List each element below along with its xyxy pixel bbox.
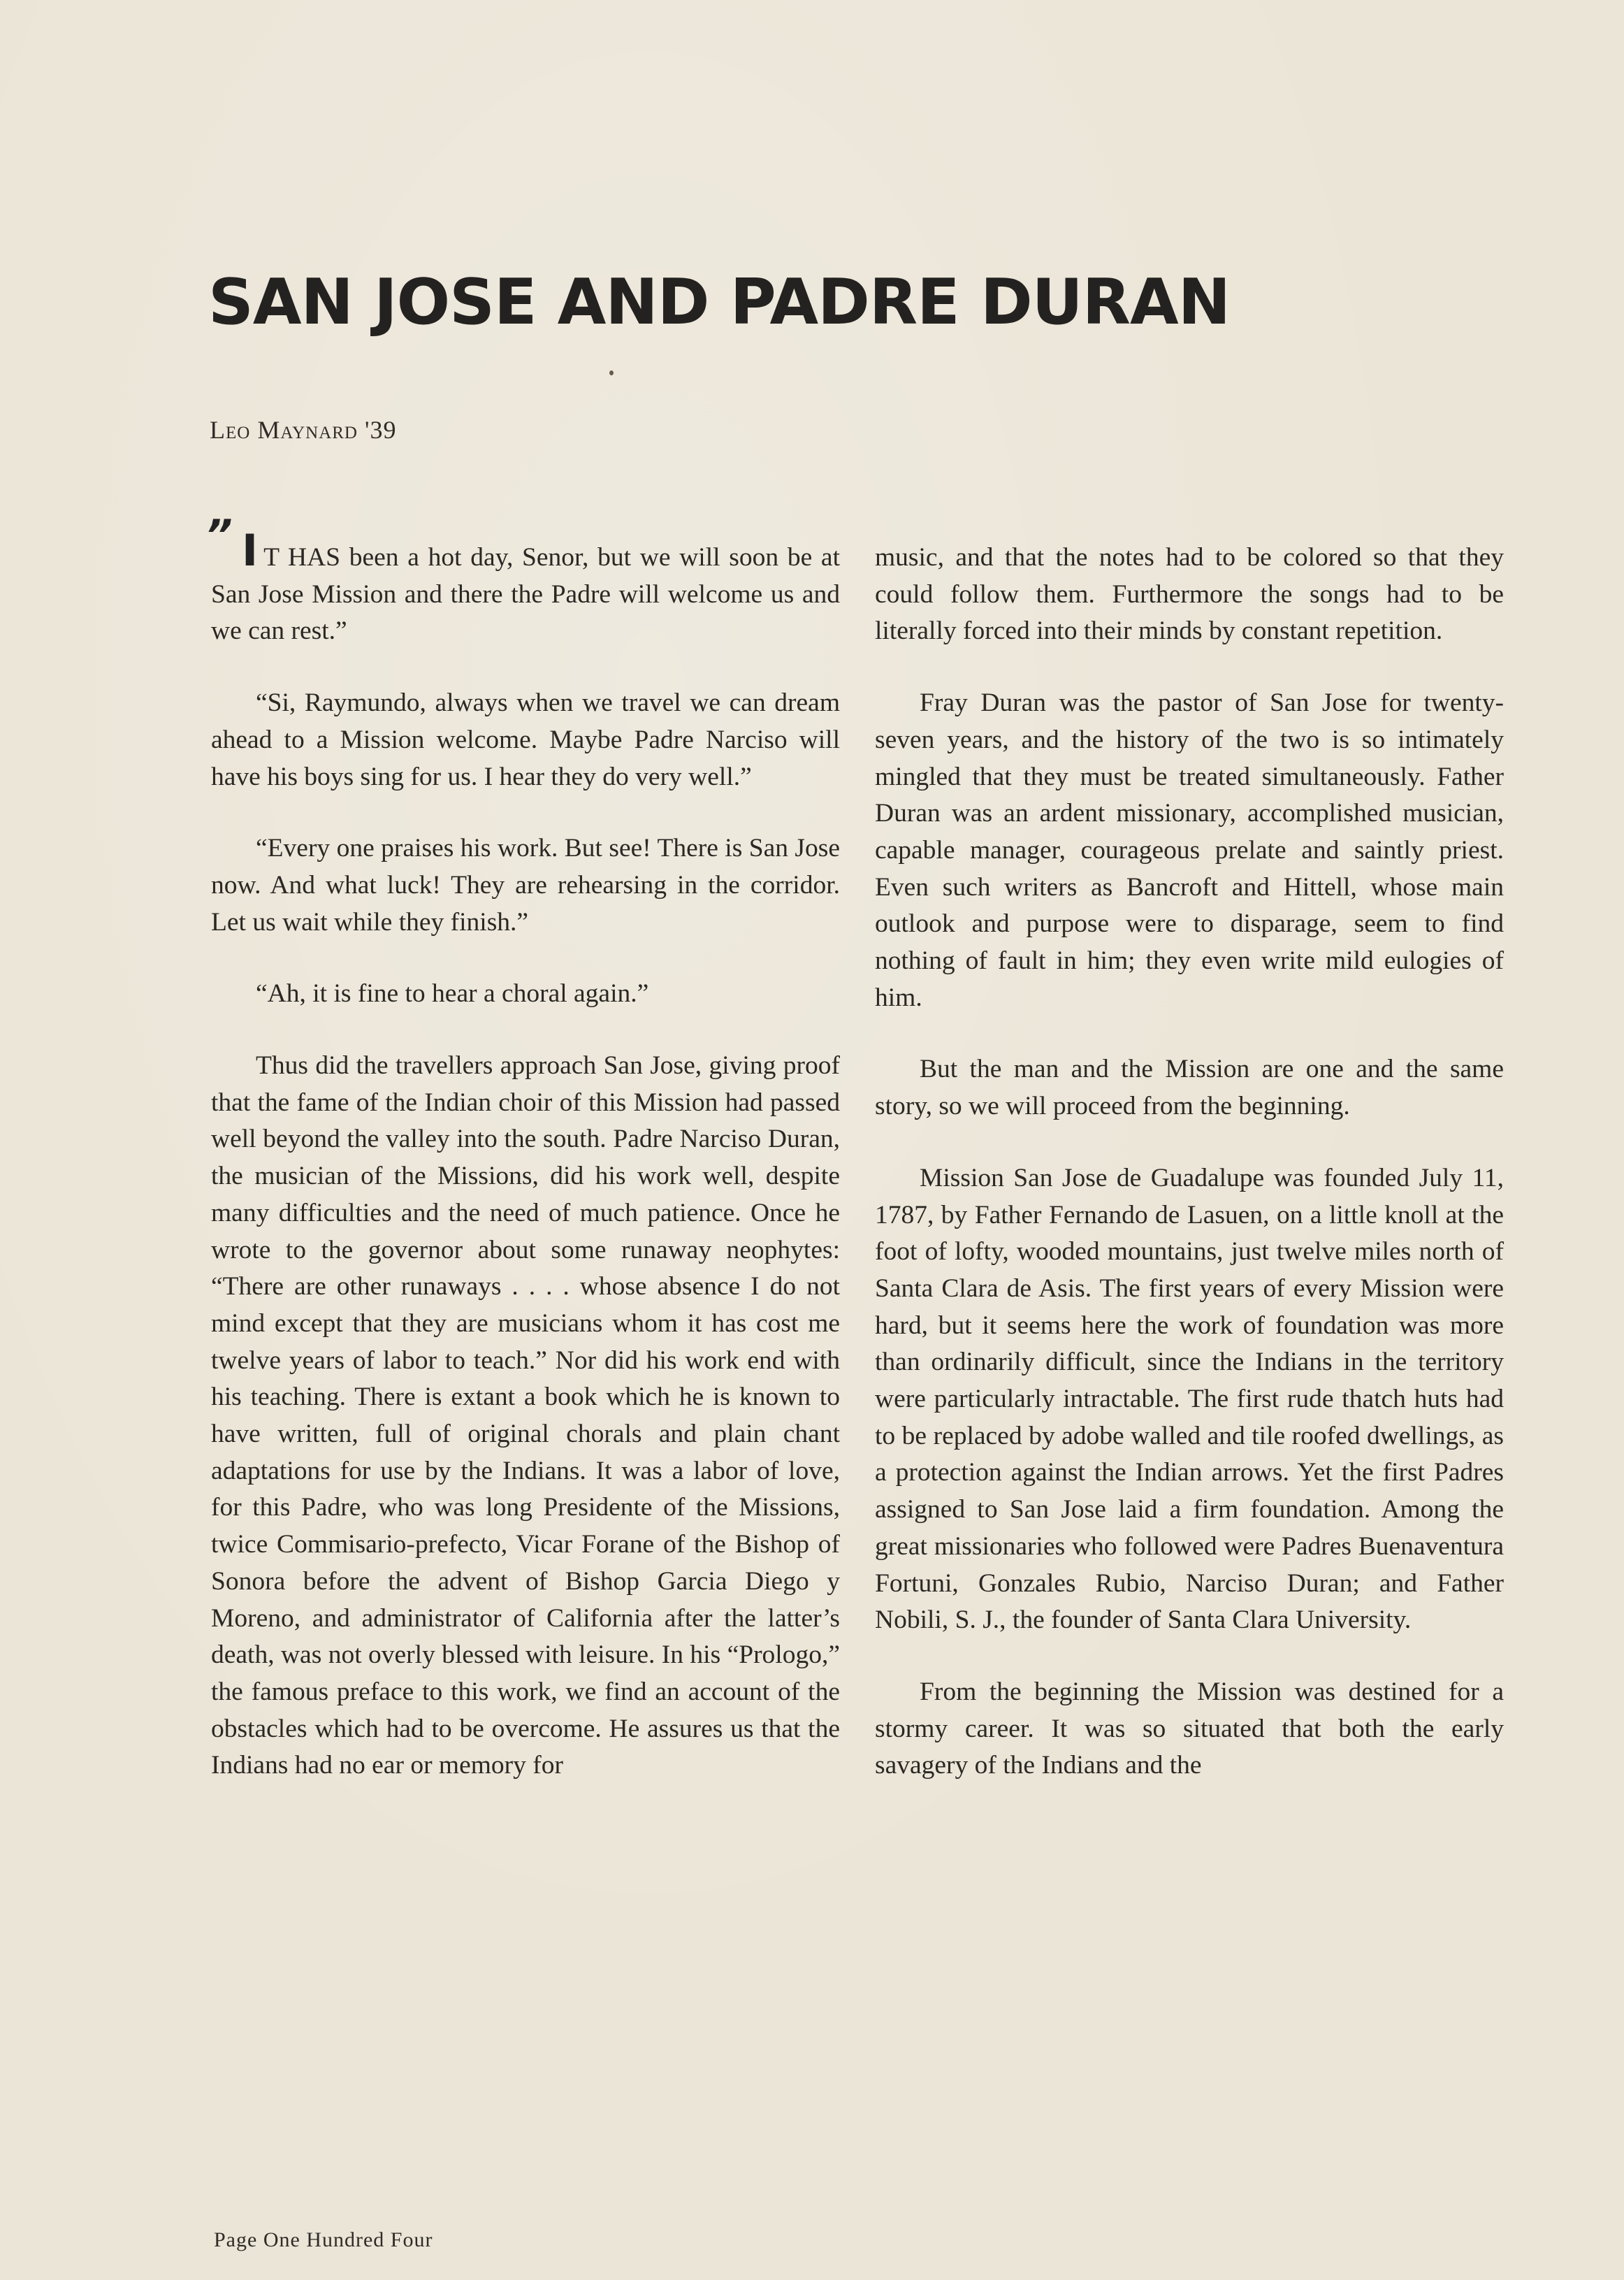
- page-number: Page One Hundred Four: [214, 2228, 433, 2251]
- paragraph: “Si, Raymundo, always when we travel we can dream ahead to a Mission welcome. Maybe Padre Narciso will have his boys sing for us. I hear they do very well.”: [211, 688, 840, 791]
- ink-speck: [609, 370, 614, 375]
- paragraph: “Ah, it is fine to hear a choral again.”: [256, 979, 649, 1009]
- paragraph: “Every one praises his work. But see! There is San Jose now. And what luck! They are rehearsing in the corridor. Let us wait while they finish.”: [211, 834, 840, 937]
- article-byline: Leo Maynard '39: [210, 416, 397, 444]
- paragraph: From the beginning the Mission was destined for a stormy career. It was so situated that both the early savagery of the Indians and the: [875, 1677, 1504, 1780]
- left-column: [205, 511, 840, 1819]
- paragraph: Mission San Jose de Guadalupe was founded July 11, 1787, by Father Fernando de Lasuen, on a little knoll at the foot of lofty, wooded mountains, just twelve miles north of Santa Clara de Asis. The first years of every Mission were hard, but it seems here the work of foundation was more than ordinarily difficult, since the Indians in the territory were particularly intractable. The first rude thatch huts had to be replaced by adobe walled and tile roofed dwellings, as a protection against the Indian arrows. Yet the first Padres assigned to San Jose laid a firm foundation. Among the great missionaries who followed were Padres Buenaventura Fortuni, Gonzales Rubio, Narciso Duran; and Father Nobili, S. J., the founder of Santa Clara University.: [875, 1163, 1504, 1635]
- paragraph: Thus did the travellers approach San Jose, giving proof that the fame of the Indian choir of this Mission had passed well beyond the valley into the south. Padre Narciso Duran, the musician of the Missions, did his work well, despite many difficulties and the need of much patience. Once he wrote to the governor about some runaway neophytes: “There are other runaways . . . . whose absence I do not mind except that they are musicians whom it has cost me twelve years of labor to teach.” Nor did his work end with his teaching. There is extant a book which he is known to have written, full of original chorals and plain chant adaptations for use by the Indians. It was a labor of love, for this Padre, who was long Presidente of the Missions, twice Commisario-prefecto, Vicar Forane of the Bishop of Sonora before the advent of Bishop Garcia Diego y Moreno, and administrator of California after the latter’s death, was not overly blessed with leisure. In his “Prologo,” the famous preface to this work, we find an account of the obstacles which had to be overcome. He assures us that the Indians had no ear or memory for: [211, 1051, 840, 1780]
- paragraph-text: T HAS been a hot day, Senor, but we will soon be at San Jose Mission and there the Padre will welcome us and we can rest.”: [211, 543, 840, 646]
- opening-quote-mark: ”: [205, 511, 233, 560]
- paragraph: But the man and the Mission are one and the same story, so we will proceed from the beginning.: [875, 1055, 1504, 1121]
- paragraph: [211, 525, 840, 650]
- article-title: SAN JOSE AND PADRE DURAN: [208, 266, 1231, 339]
- right-column: [875, 540, 1504, 1819]
- drop-cap: I: [242, 525, 259, 576]
- paragraph: Fray Duran was the pastor of San Jose for twenty-seven years, and the history of the two is so intimately mingled that they must be treated simultaneously. Father Duran was an ardent missionary, accomplished musician, capable manager, courageous prelate and saintly priest. Even such writers as Bancroft and Hittell, whose main outlook and purpose were to disparage, seem to find nothing of fault in him; they even write mild eulogies of him.: [875, 688, 1504, 1012]
- paragraph: music, and that the notes had to be colored so that they could follow them. Furthermore the songs had to be literally forced into their minds by constant repetition.: [875, 543, 1504, 646]
